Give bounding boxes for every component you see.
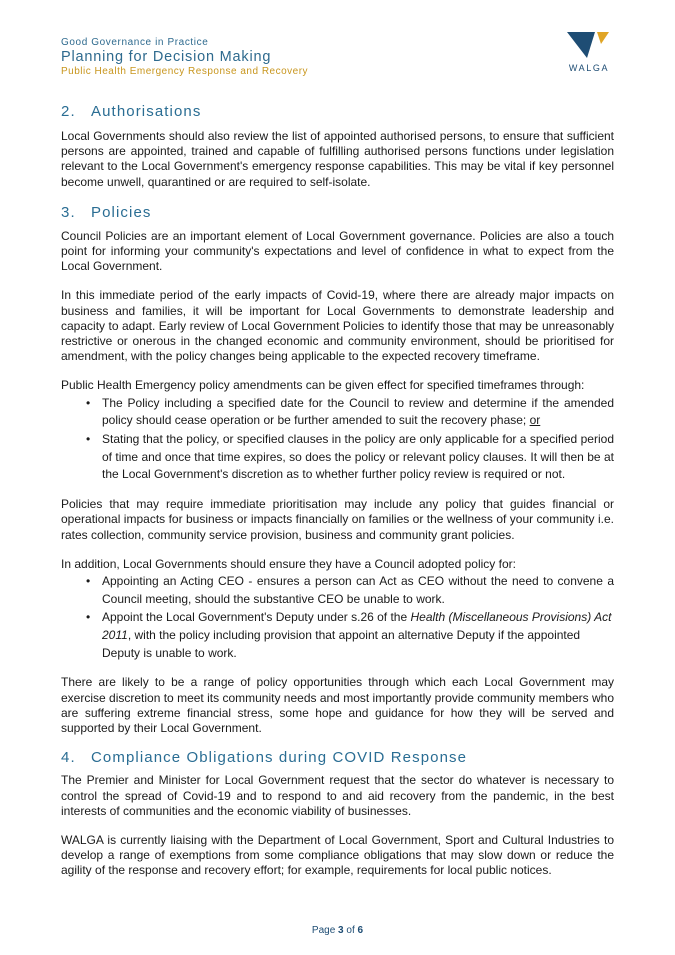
policies-paragraph-6: There are likely to be a range of policy opportunities through which each Local Government may exercise discretion to meet its community needs and most importantly provide community members who are suffering extreme financial stress, some hope and guidance for how they will be served and supported by their Local Government. <box>61 675 614 736</box>
section-heading-compliance <box>61 749 614 766</box>
list-item-text-post: , with the policy including provision that appoint an alternative Deputy if the appointed Deputy is unable to work. <box>102 628 581 660</box>
policies-paragraph-2: In this immediate period of the early impacts of Covid-19, where there are already major impacts on business and families, it will be important for Local Governments to demonstrate leadership and capacity to adapt. Early review of Local Government Policies to identify those that may be unreasonably restrictive or onerous in the changed economic and community environment, should be prioritised for amendment, with the policy changes being applicable to the expected recovery timeframe. <box>61 288 614 364</box>
header-title: Planning for Decision Making <box>61 49 272 65</box>
bullet-icon: • <box>86 610 91 625</box>
section-number: 2. <box>61 103 76 120</box>
bullet-icon: • <box>86 573 91 588</box>
policies-paragraph-5: In addition, Local Governments should ensure they have a Council adopted policy for: <box>61 556 516 571</box>
page-footer <box>0 925 675 936</box>
list-item <box>61 609 614 662</box>
act-title: Health (Miscellaneous Provisions) Act 2011 <box>102 610 612 643</box>
walga-logo <box>561 30 617 76</box>
list-item <box>61 395 614 430</box>
page-of: of <box>343 925 358 936</box>
section-heading-authorisations <box>61 103 614 120</box>
header-pre: Good Governance in Practice <box>61 37 209 48</box>
section-number: 3. <box>61 203 76 221</box>
list-item-text: Stating that the policy, or specified clauses in the policy are only applicable for a specified period of time and once that time expires, so does the policy or relevant policy clauses. It will then be at the Local Government's discretion as to whether further policy review is required or not. <box>102 432 614 482</box>
bullet-icon: • <box>86 395 91 410</box>
section-title: Compliance Obligations during COVID Response <box>91 749 468 767</box>
page-label: Page <box>311 925 339 936</box>
policies-paragraph-4: Policies that may require immediate prioritisation may include any policy that guides financial or operational impacts for business or impacts financially on families or the wellness of your community i.e. rates collection, community service provision, business and community grant policies. <box>61 497 614 542</box>
list-item-text-pre: Appoint the Local Government's Deputy under s.26 of the <box>102 610 411 625</box>
logo-text: WALGA <box>568 63 610 73</box>
compliance-paragraph-1: The Premier and Minister for Local Government request that the sector do whatever is necessary to control the spread of Covid-19 and to respond to and aid recovery from the pandemic, in the best interests of communities and the economic viability of businesses. <box>61 773 614 818</box>
header-subtitle: Public Health Emergency Response and Recovery <box>61 66 309 77</box>
compliance-paragraph-2: WALGA is currently liaising with the Department of Local Government, Sport and Cultural Industries to develop a range of exemptions from some compliance obligations that may slow down or reduce the agility of the response and recovery effort; for example, requirements for local public notices. <box>61 832 614 878</box>
section-title: Policies <box>91 203 152 221</box>
list-item <box>61 431 614 484</box>
list-item-text: The Policy including a specified date for the Council to review and determine if the amended policy should cease operation or be further amended to suit the recovery phase; <box>102 395 614 428</box>
bullet-icon: • <box>86 432 91 447</box>
walga-logo-mark <box>561 30 617 62</box>
list-item-text: Appointing an Acting CEO - ensures a person can Act as CEO without the need to convene a Council meeting, should the substantive CEO be unable to work. <box>102 573 614 606</box>
page-number: 3 <box>338 925 344 936</box>
policies-paragraph-3: Public Health Emergency policy amendments can be given effect for specified timeframes through: <box>61 378 585 393</box>
amendment-list <box>61 395 614 485</box>
list-item <box>61 573 614 608</box>
policies-paragraph-1: Council Policies are an important element of Local Government governance. Policies are also a touch point for informing your community's expectations and level of confidence in what to expect from the Local Government. <box>61 228 614 274</box>
authorisations-paragraph: Local Governments should also review the list of appointed authorised persons, to ensure that sufficient persons are appointed, trained and capable of fulfilling authorised persons functions under legislation relevant to the Local Government's emergency response capabilities. This may be vital if key personnel become unwell, quarantined or are required to self-isolate. <box>61 129 614 189</box>
adopted-policy-list <box>61 573 614 663</box>
page-header <box>61 37 308 77</box>
page-total: 6 <box>357 925 364 936</box>
section-title: Authorisations <box>91 103 202 120</box>
section-number: 4. <box>61 749 76 767</box>
list-item-or: or <box>529 413 541 428</box>
page-content <box>61 103 614 879</box>
section-heading-policies <box>61 204 614 221</box>
